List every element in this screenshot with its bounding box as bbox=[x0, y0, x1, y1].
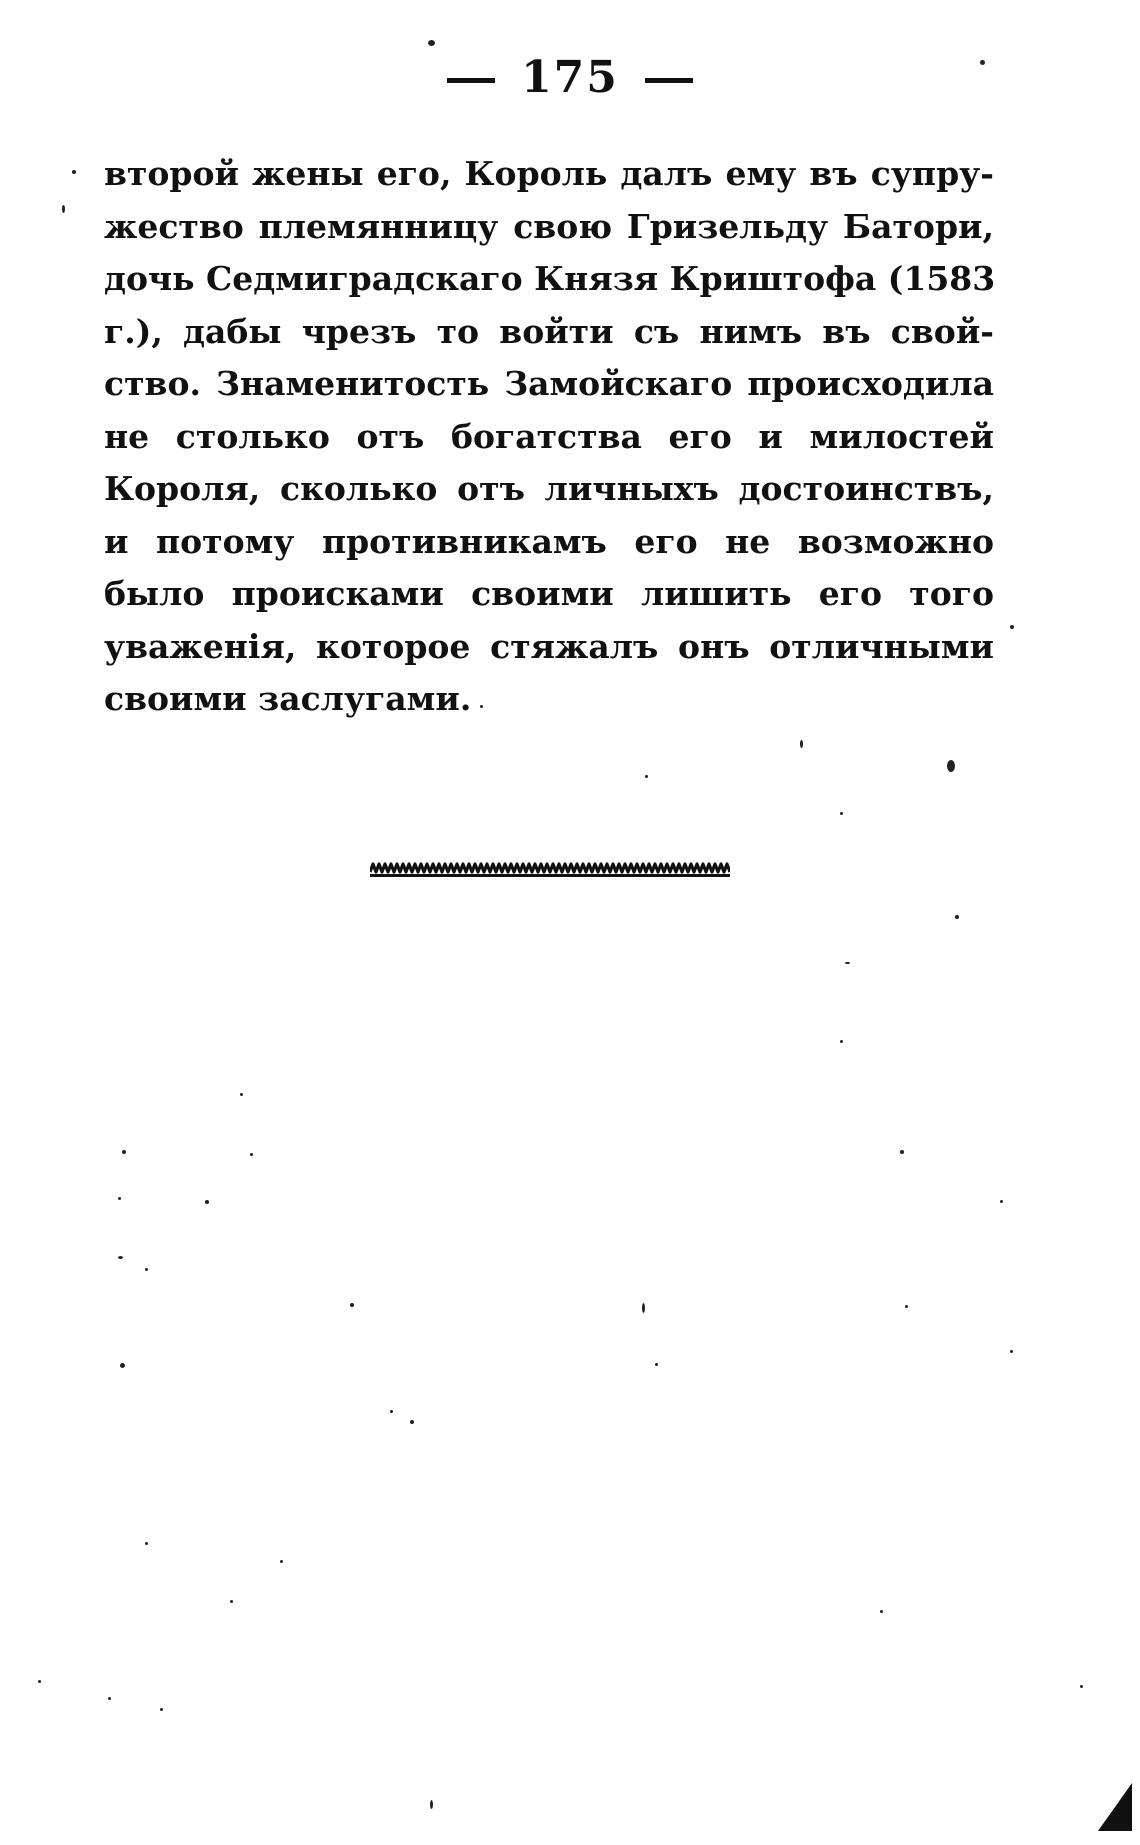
page-header bbox=[0, 52, 1140, 103]
scan-speck bbox=[840, 812, 843, 815]
scan-speck bbox=[947, 760, 955, 772]
text-line: дочь Седмиградскаго Князя Криштофа (1583 bbox=[104, 259, 996, 298]
header-dash-right bbox=[645, 78, 693, 83]
scan-speck bbox=[122, 1150, 126, 1154]
scan-speck bbox=[205, 1200, 209, 1204]
text-line: было происками своими лишить его того bbox=[104, 574, 994, 613]
header-dash-left bbox=[447, 78, 495, 83]
scan-speck bbox=[72, 170, 76, 174]
scan-speck bbox=[108, 1697, 111, 1700]
scan-speck bbox=[1010, 1350, 1013, 1353]
scan-speck bbox=[980, 60, 985, 65]
scan-speck bbox=[840, 1040, 843, 1043]
text-line: своими заслугами. bbox=[104, 679, 472, 718]
scan-speck bbox=[38, 1680, 41, 1683]
page-corner-mark bbox=[1098, 1783, 1132, 1831]
scan-speck bbox=[480, 705, 483, 708]
scan-speck bbox=[655, 1363, 658, 1366]
scan-speck bbox=[1000, 1200, 1003, 1203]
body-text bbox=[104, 148, 994, 726]
scan-speck bbox=[845, 962, 850, 964]
scan-speck bbox=[240, 1093, 243, 1096]
scan-speck bbox=[118, 1197, 121, 1200]
text-line: и потому противникамъ его не возможно bbox=[104, 521, 994, 561]
wavy-rule-ornament-icon bbox=[370, 858, 730, 880]
scan-speck bbox=[428, 40, 435, 46]
scan-speck bbox=[62, 205, 65, 213]
text-line: вторoй жены его, Король далъ ему въ супру- bbox=[104, 154, 994, 193]
text-line: уваженія, которое стяжалъ онъ отличными bbox=[104, 626, 994, 666]
page-number: 175 bbox=[521, 52, 619, 103]
scan-speck bbox=[880, 1610, 883, 1613]
scan-speck bbox=[642, 1303, 645, 1313]
scan-speck bbox=[1010, 625, 1014, 629]
scan-speck bbox=[230, 1600, 233, 1603]
text-line: Короля, сколько отъ личныхъ достоинствъ, bbox=[104, 469, 994, 508]
scan-speck bbox=[390, 1410, 393, 1413]
text-line: г.), дабы чрезъ то войти съ нимъ въ свой- bbox=[104, 311, 994, 351]
scan-speck bbox=[645, 775, 648, 778]
scan-speck bbox=[118, 1256, 123, 1259]
scan-speck bbox=[410, 1420, 414, 1424]
scan-speck bbox=[1080, 1685, 1083, 1688]
scan-speck bbox=[120, 1363, 125, 1368]
scan-speck bbox=[900, 1150, 904, 1154]
scan-speck bbox=[145, 1542, 148, 1545]
scan-speck bbox=[905, 1305, 908, 1308]
scan-speck bbox=[160, 1708, 163, 1711]
scan-speck bbox=[145, 1268, 148, 1271]
scan-speck bbox=[280, 1560, 283, 1563]
scan-speck bbox=[350, 1303, 354, 1307]
scan-speck bbox=[955, 915, 959, 919]
text-line: не столько отъ богатства его и милостей bbox=[104, 416, 994, 456]
scan-speck bbox=[430, 1800, 433, 1809]
scan-speck bbox=[250, 1153, 253, 1156]
text-line: ство. Знаменитость Замойскаго происходила bbox=[104, 364, 994, 403]
scan-speck bbox=[800, 740, 803, 748]
text-line: жество племянницу свою Гризельду Батори, bbox=[104, 206, 994, 246]
